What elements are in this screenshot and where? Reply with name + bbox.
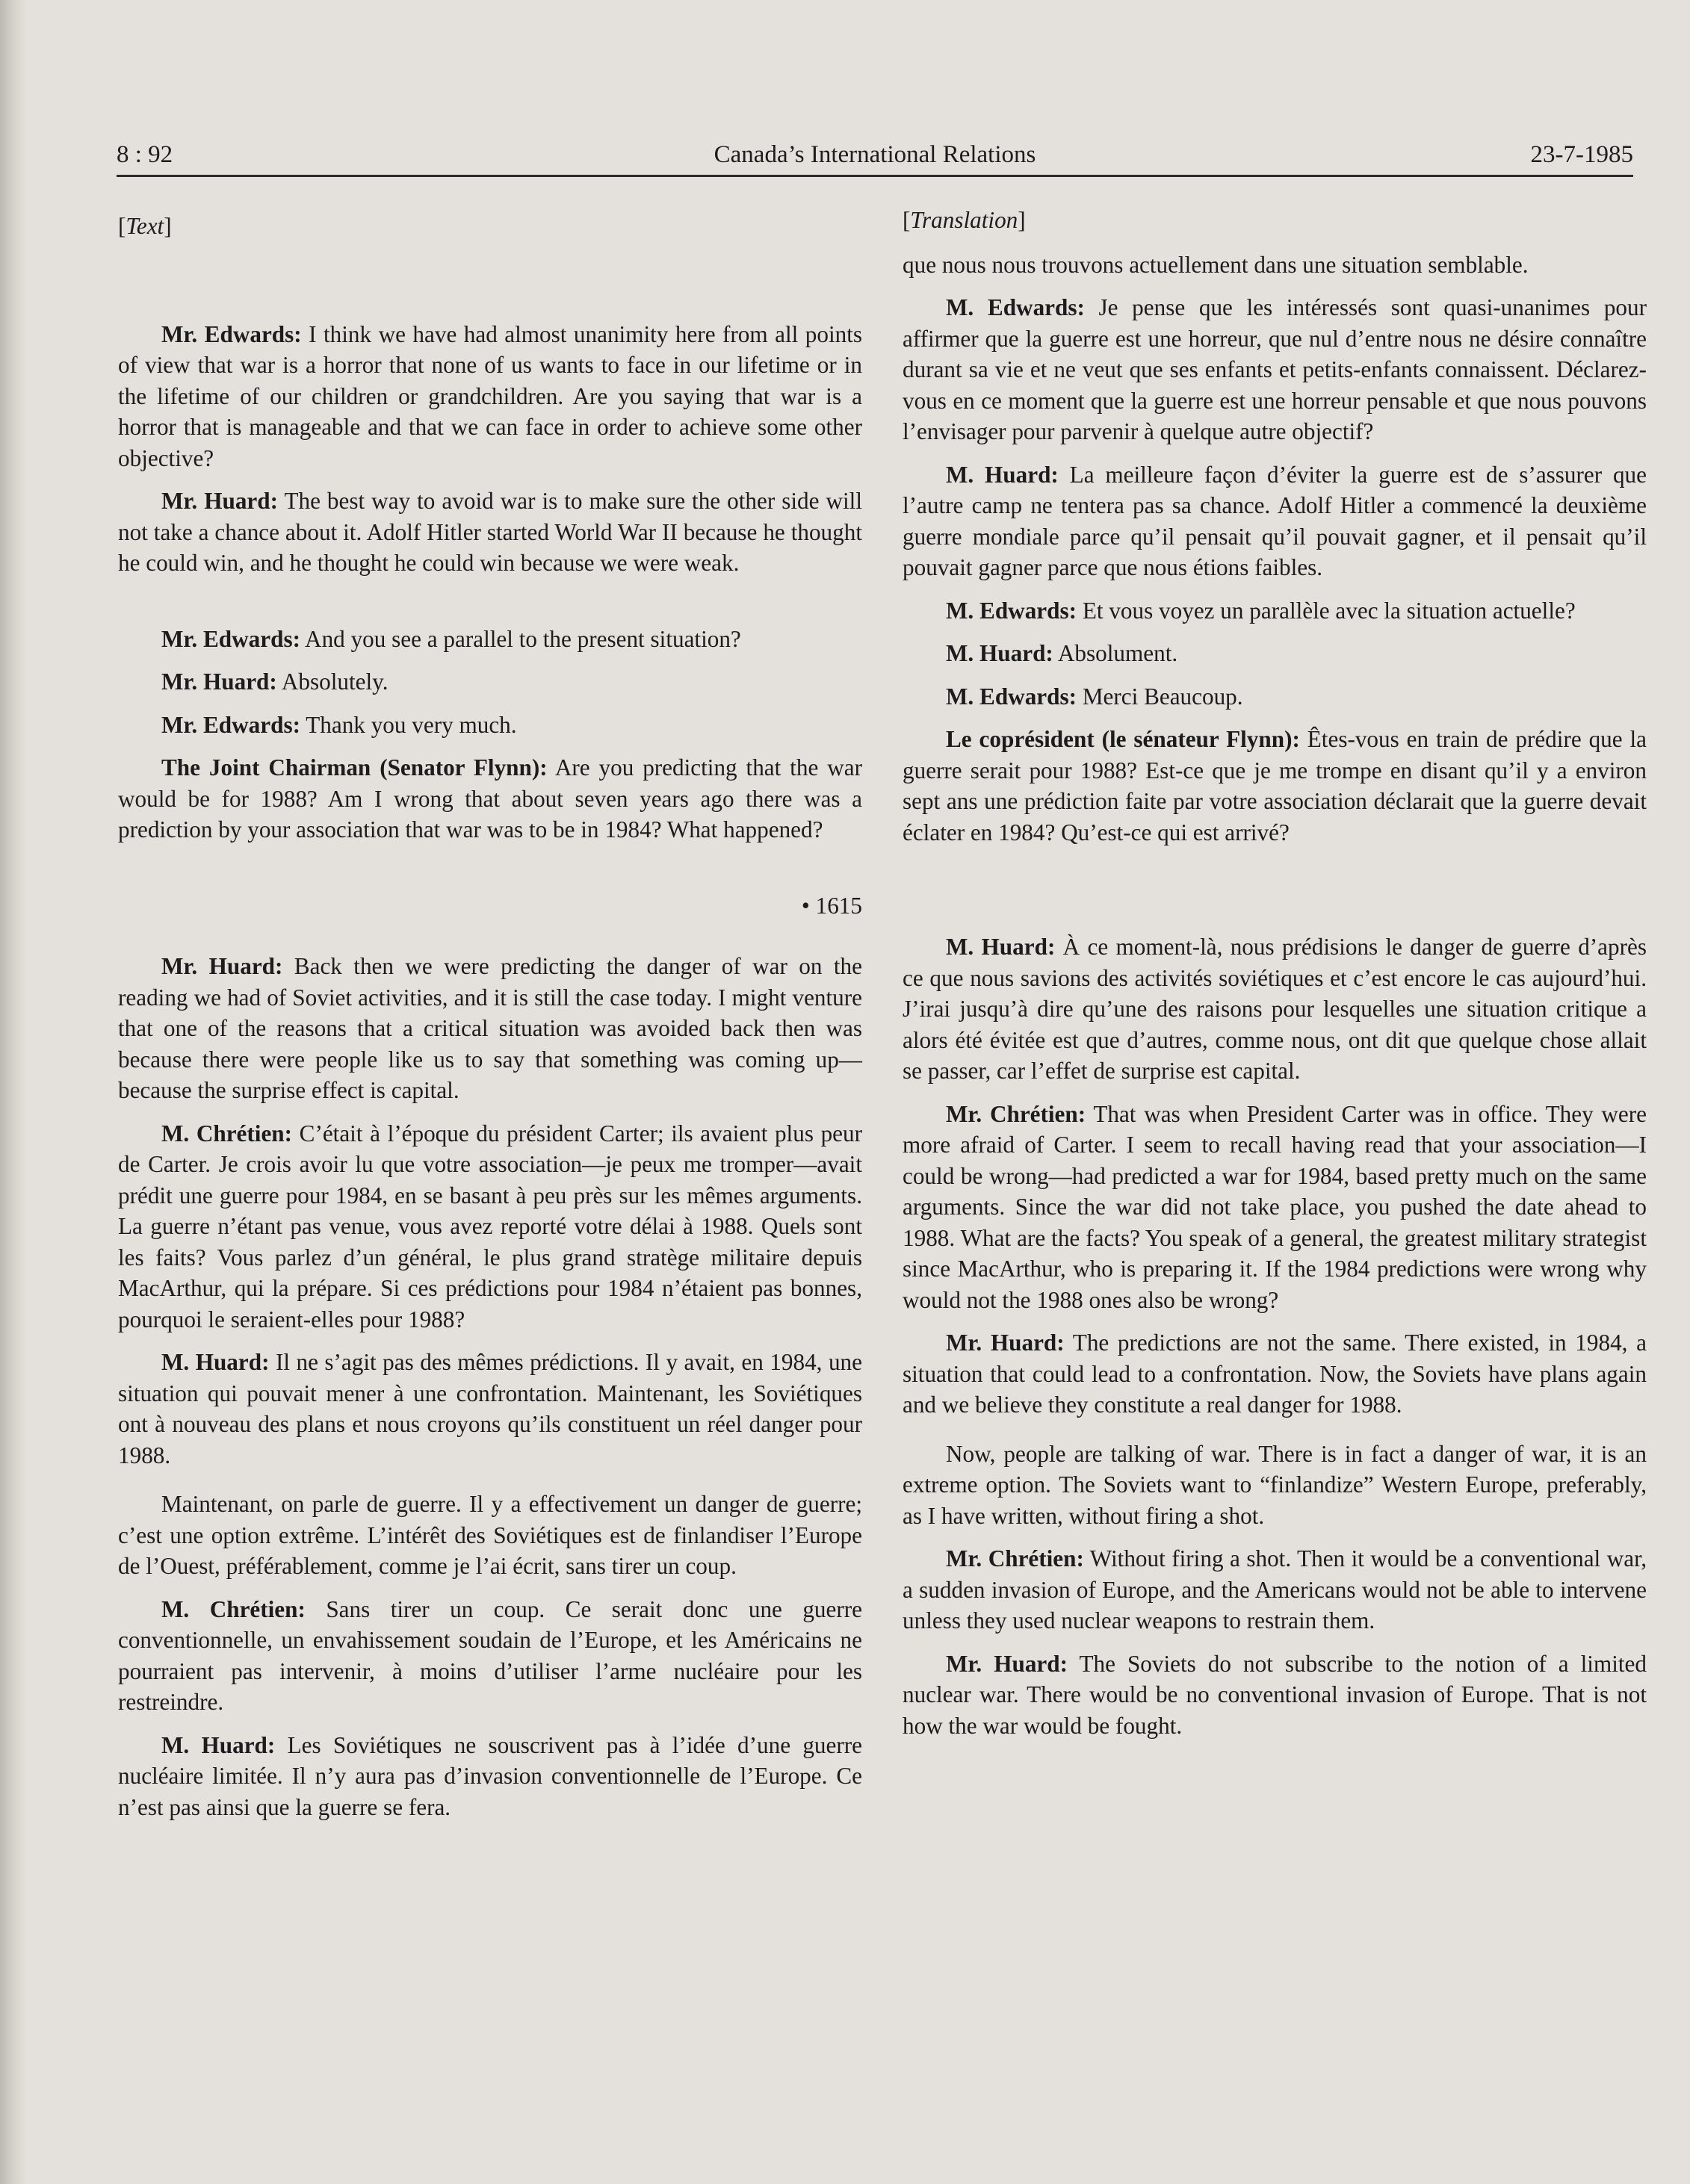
right-continuation: que nous nous trouvons actuellement dans une situation semblable. <box>903 251 1529 278</box>
left-paragraph-5: Mr. Edwards: Thank you very much. <box>161 711 517 738</box>
right-paragraph-8: Mr. Chrétien: That was when President Carter was in office. They were more afraid of Carter. I seem to recall having read that your association—I could be wrong—had predicted a war for 1984, based pretty much on the same arguments. Since the war did not take place, you pushed the date ahead to 1988. What are the facts? You speak of a general, the greatest military strategist since MacArthur, who is preparing it. If the 1984 predictions were wrong why would not the 1988 ones also be wrong? <box>903 1100 1647 1313</box>
right-paragraph-10: Now, people are talking of war. There is in fact a danger of war, it is an extreme option. The Soviets want to “finlandize” Western Europe, preferably, as I have written, without firing a shot. <box>903 1440 1647 1529</box>
text-tag: [Text] <box>118 213 172 239</box>
right-paragraph-1: M. Edwards: Je pense que les intéressés sont quasi-unanimes pour affirmer que la guerre est une horreur, que nul d’entre nous ne désire connaître durant sa vie et ne veut que ses enfants et petits-enfants connaissent. Déclarez-vous en ce moment que la guerre est une horreur pensable et que nous pouvons l’envisager pour parvenir à quelque autre objectif? <box>903 294 1647 444</box>
left-paragraph-12: M. Huard: Les Soviétiques ne souscrivent pas à l’idée d’une guerre nucléaire limitée. Il n’y aura pas d’invasion conventionnelle de l’Europe. Ce n’est pas ainsi que la guerre se fera. <box>118 1731 862 1820</box>
right-paragraph-5: M. Edwards: Merci Beaucoup. <box>946 683 1243 710</box>
left-paragraph-1: Mr. Edwards: I think we have had almost unanimity here from all points of view that war is a horror that none of us wants to face in our lifetime or in the lifetime of our children or grandchildren. Are you saying that war is a horror that is manageable and that we can face in order to achieve some other objective? <box>118 320 863 471</box>
right-paragraph-11: Mr. Chrétien: Without firing a shot. Then it would be a conventional war, a sudden invasion of Europe, and the Americans would not be able to intervene unless they used nuclear weapons to restrain them. <box>903 1545 1647 1634</box>
page-header <box>117 136 1633 177</box>
left-paragraph-6: The Joint Chairman (Senator Flynn): Are you predicting that the war would be for 1988? Am I wrong that about seven years ago there was a prediction by your association that war was to be in 1984? What happened? <box>118 754 862 843</box>
right-paragraph-6: Le coprésident (le sénateur Flynn): Êtes-vous en train de prédire que la guerre serait pour 1988? Est-ce que je me trompe en disant qu’il y a environ sept ans une prédiction faite par votre association déclarait que la guerre devait éclater en 1984? Qu’est-ce qui est arrivé? <box>903 726 1647 846</box>
right-paragraph-9: Mr. Huard: The predictions are not the same. There existed, in 1984, a situation that could lead to a confrontation. Now, the Soviets have plans again and we believe they constitute a real danger for 1988. <box>903 1330 1647 1418</box>
time-stamp: • 1615 <box>801 892 862 919</box>
left-paragraph-7: Mr. Huard: Back then we were predicting the danger of war on the reading we had of Soviet activities, and it is still the case today. I might venture that one of the reasons that a critical situation was avoided back then was because there were people like us to say that something was coming up—because the surprise effect is capital. <box>118 953 862 1103</box>
page-number: 8 : 92 <box>117 141 173 168</box>
page-binding-edge <box>0 0 27 2184</box>
right-paragraph-2: M. Huard: La meilleure façon d’éviter la guerre est de s’assurer que l’autre camp ne tentera pas sa chance. Adolf Hitler a commencé la deuxième guerre mondiale parce qu’il pensait qu’il pouvait gagner, et il pensait qu’il pouvait gagner parce que nous étions faibles. <box>903 461 1647 580</box>
right-paragraph-3: M. Edwards: Et vous voyez un parallèle avec la situation actuelle? <box>946 597 1576 624</box>
left-paragraph-4: Mr. Huard: Absolutely. <box>161 668 389 695</box>
left-paragraph-2: Mr. Huard: The best way to avoid war is to make sure the other side will not take a chance about it. Adolf Hitler started World War II because he thought he could win, and he thought he could win because we were weak. <box>118 488 862 576</box>
running-title: Canada’s International Relations <box>714 141 1036 168</box>
translation-tag: [Translation] <box>903 207 1026 233</box>
right-paragraph-7: M. Huard: À ce moment-là, nous prédisions le danger de guerre d’après ce que nous savions des activités soviétiques et c’est encore le cas aujourd’hui. J’irai jusqu’à dire qu’une des raisons pour lesquelles une situation critique a alors été évitée est que d’autres, comme nous, ont dit que quelque chose allait se passer, car l’effet de surprise est capital. <box>903 934 1647 1084</box>
left-paragraph-11: M. Chrétien: Sans tirer un coup. Ce serait donc une guerre conventionnelle, un envahissement soudain de l’Europe, et les Américains ne pourraient pas intervenir, à moins d’utiliser l’arme nucléaire pour les restreindre. <box>118 1595 862 1715</box>
left-paragraph-3: Mr. Edwards: And you see a parallel to the present situation? <box>161 625 741 652</box>
left-column <box>118 211 862 1822</box>
right-paragraph-4: M. Huard: Absolument. <box>946 640 1178 666</box>
right-paragraph-12: Mr. Huard: The Soviets do not subscribe to the notion of a limited nuclear war. There would be no conventional invasion of Europe. That is not how the war would be fought. <box>903 1650 1647 1739</box>
left-paragraph-10: Maintenant, on parle de guerre. Il y a effectivement un danger de guerre; c’est une option extrême. L’intérêt des Soviétiques est de finlandiser l’Europe de l’Ouest, préférablement, comme je l’ai écrit, sans tirer un coup. <box>118 1491 862 1579</box>
right-column <box>903 207 1647 1741</box>
left-paragraph-9: M. Huard: Il ne s’agit pas des mêmes prédictions. Il y avait, en 1984, une situation qui pouvait mener à une confrontation. Maintenant, les Soviétiques ont à nouveau des plans et nous croyons qu’ils constituent un réel danger pour 1988. <box>118 1349 862 1468</box>
left-paragraph-8: M. Chrétien: C’était à l’époque du président Carter; ils avaient plus peur de Carter. Je crois avoir lu que votre association—je peux me tromper—avait prédit une guerre pour 1984, en se basant à peu près sur les mêmes arguments. La guerre n’étant pas venue, vous avez reporté votre délai à 1988. Quels sont les faits? Vous parlez d’un général, le plus grand stratège militaire depuis MacArthur, qui la prépare. Si ces prédictions pour 1984 n’étaient pas bonnes, pourquoi le seraient-elles pour 1988? <box>118 1120 862 1333</box>
header-date: 23-7-1985 <box>1530 141 1633 168</box>
